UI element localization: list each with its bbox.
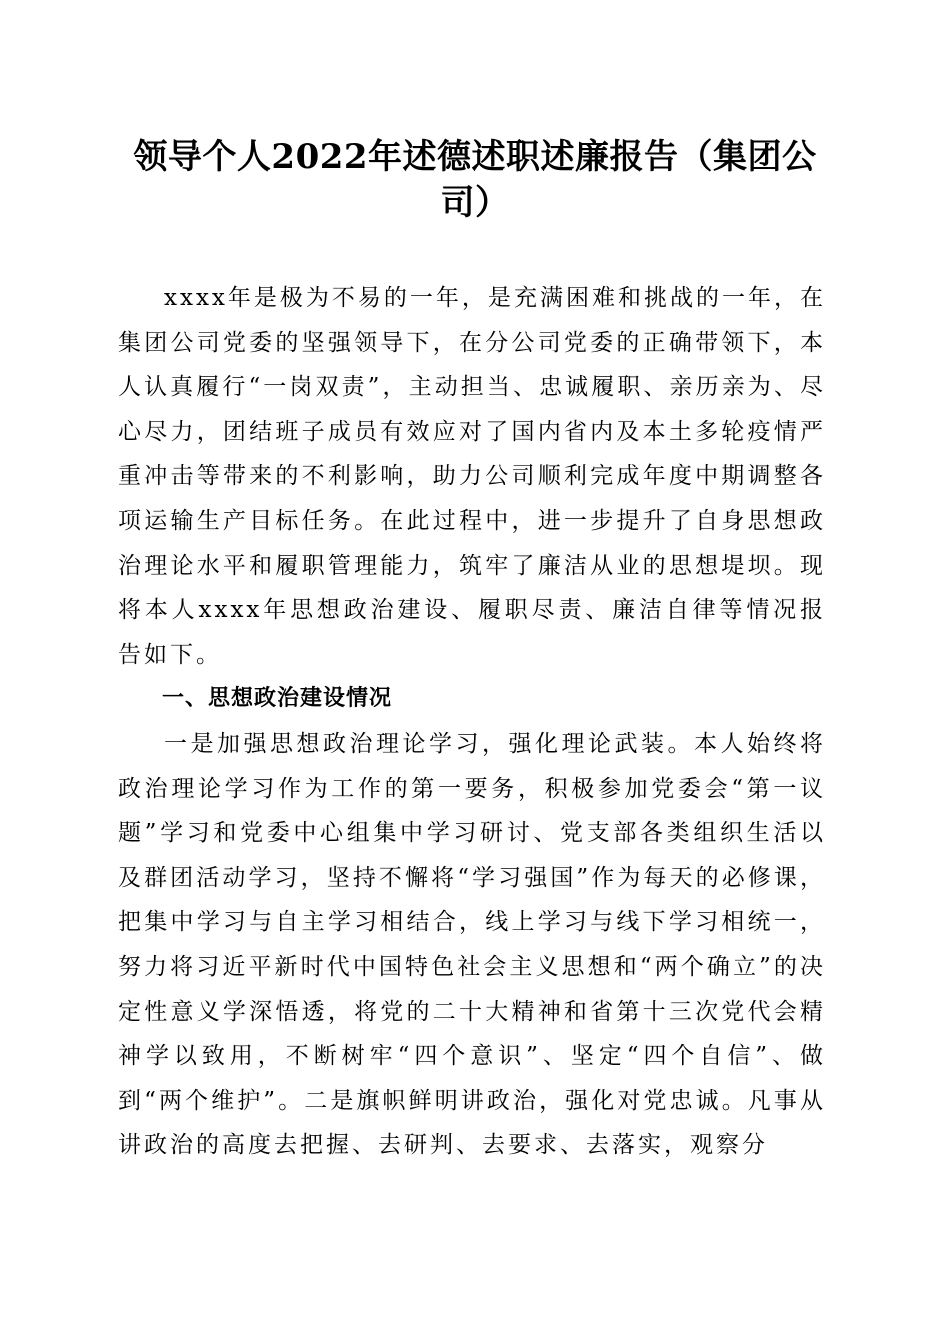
document-title: 领导个人2022年述德述职述廉报告（集团公司） xyxy=(133,137,817,223)
document-body xyxy=(118,276,826,1168)
intro-paragraph: xxxx年是极为不易的一年，是充满困难和挑战的一年，在集团公司党委的坚强领导下，在分公司党委的正确带领下，本人认真履行“一岗双责”，主动担当、忠诚履职、亲历亲为、尽心尽力，团结班子成员有效应对了国内省内及本土多轮疫情严重冲击等带来的不利影响，助力公司顺利完成年度中期调整各项运输生产目标任务。在此过程中，进一步提升了自身思想政治理论水平和履职管理能力，筑牢了廉洁从业的思想堤坝。现将本人xxxx年思想政治建设、履职尽责、廉洁自律等情况报告如下。 xyxy=(118,285,826,668)
section-paragraph: 一是加强思想政治理论学习，强化理论武装。本人始终将政治理论学习作为工作的第一要务，积极参加党委会“第一议题”学习和党委中心组集中学习研讨、党支部各类组织生活以及群团活动学习，坚持不懈将“学习强国”作为每天的必修课，把集中学习与自主学习相结合，线上学习与线下学习相统一，努力将习近平新时代中国特色社会主义思想和“两个确立”的决定性意义学深悟透，将党的二十大精神和省第十三次党代会精神学以致用，不断树牢“四个意识”、坚定“四个自信”、做到“两个维护”。二是旗帜鲜明讲政治，强化对党忠诚。凡事从讲政治的高度去把握、去研判、去要求、去落实，观察分 xyxy=(118,730,826,1159)
section-heading: 一、思想政治建设情况 xyxy=(162,686,393,712)
